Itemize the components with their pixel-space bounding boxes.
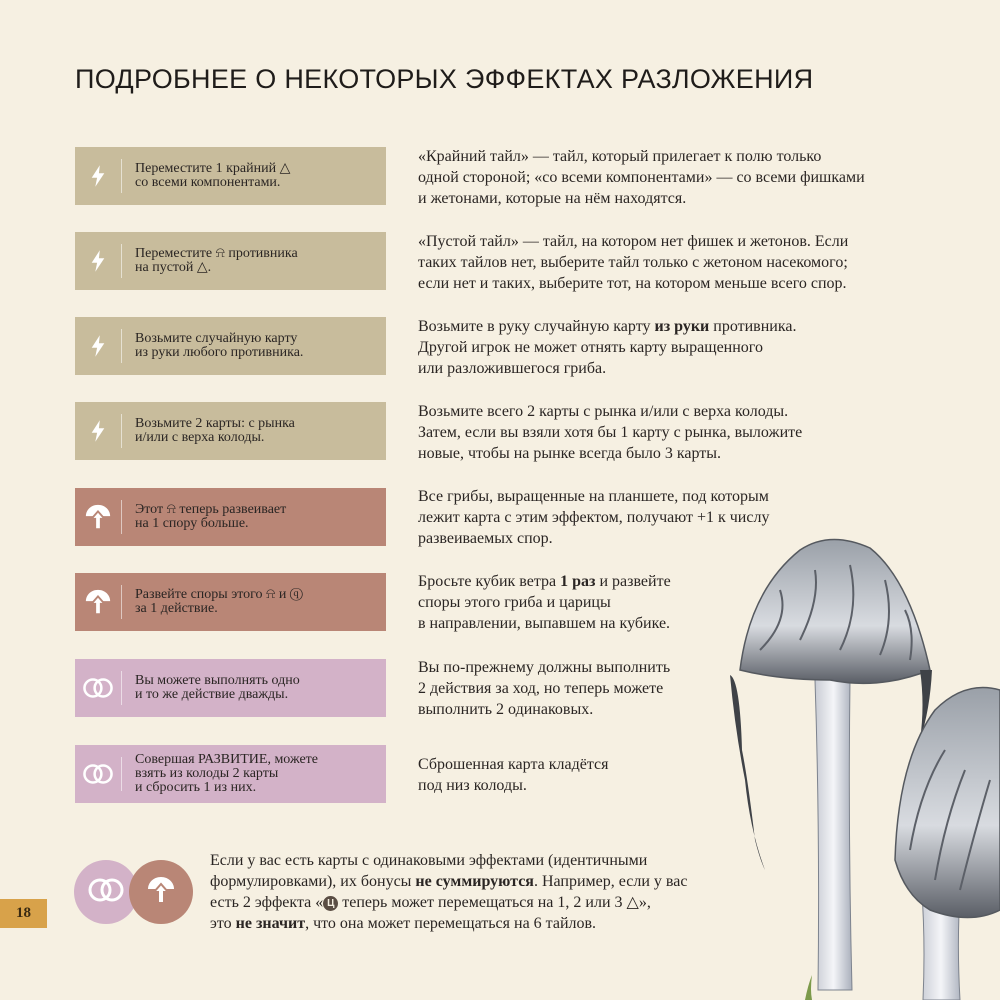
effect-card-text: Совершая РАЗВИТИЕ, можете взять из колоды 2 карты и сбросить 1 из них. <box>135 752 318 795</box>
effect-card-text: Переместите 1 крайний △ со всеми компонентами. <box>135 161 291 190</box>
effect-card-take-random-card <box>75 317 386 375</box>
effect-card-spread-spores <box>75 573 386 631</box>
lightning-icon <box>75 147 121 205</box>
queen-token-icon: Ц <box>323 896 338 911</box>
page-title: ПОДРОБНЕЕ О НЕКОТОРЫХ ЭФФЕКТАХ РАЗЛОЖЕНИЯ <box>75 64 814 94</box>
effect-card-move-opponent-mushroom <box>75 232 386 290</box>
effect-card-text: Возьмите случайную карту из руки любого противника. <box>135 331 304 360</box>
effect-card-move-edge-tile <box>75 147 386 205</box>
shaggy-mane-mushroom-illustration <box>720 530 1000 1000</box>
effect-description: Возьмите в руку случайную карту из руки противника. Другой игрок не может отнять карту выращенного или разложившегося гриба. <box>418 318 797 377</box>
effect-card-repeat-action <box>75 659 386 717</box>
effect-description: Все грибы, выращенные на планшете, под которым лежит карта с этим эффектом, получают +1 к числу развеиваемых спор. <box>418 488 770 547</box>
effect-card-develop-draw <box>75 745 386 803</box>
effect-description: Сброшенная карта кладётся под низ колоды. <box>418 756 609 794</box>
effect-card-extra-spore <box>75 488 386 546</box>
effect-card-text: Возьмите 2 карты: с рынка и/или с верха колоды. <box>135 416 295 445</box>
double-ring-icon <box>86 877 126 908</box>
lightning-icon <box>75 317 121 375</box>
effect-description: Возьмите всего 2 карты с рынка и/или с верха колоды. Затем, если вы взяли хотя бы 1 карту с рынка, выложите новые, чтобы на рынке всегда было 3 карты. <box>418 403 803 462</box>
effect-description: «Крайний тайл» — тайл, который прилегает к полю только одной стороной; «со всеми компонентами» — со всеми фишками и жетонами, которые на нём находятся. <box>418 148 865 207</box>
effect-description: Бросьте кубик ветра 1 раз и развейте споры этого гриба и царицы в направлении, выпавшем на кубике. <box>418 573 671 632</box>
stacking-note: Если у вас есть карты с одинаковыми эффектами (идентичными формулировками), их бонусы не суммируются. Например, если у вас есть 2 эффекта « Ц теперь может перемещаться на 1, 2 или 3 △», это не значит, что она может перемещаться на 6 тайлов. <box>210 852 688 932</box>
effect-card-text: Развейте споры этого ⍾ и ⓠ за 1 действие. <box>135 587 303 616</box>
double-ring-icon <box>75 745 121 803</box>
effect-description: Вы по-прежнему должны выполнить 2 действия за ход, но теперь можете выполнить 2 одинаковых. <box>418 659 671 718</box>
effect-card-take-two-cards <box>75 402 386 460</box>
mushroom-effect-circle <box>129 860 193 924</box>
effect-description: «Пустой тайл» — тайл, на котором нет фишек и жетонов. Если таких тайлов нет, выберите тайл только с жетоном насекомого; если нет и таких, выберите тот, на котором меньше всего спор. <box>418 233 849 292</box>
effect-card-text: Этот ⍾ теперь развеивает на 1 спору больше. <box>135 502 287 531</box>
lightning-icon <box>75 232 121 290</box>
mushroom-arrow-icon <box>75 488 121 546</box>
mushroom-arrow-icon <box>75 573 121 631</box>
mushroom-arrow-icon <box>146 875 176 910</box>
lightning-icon <box>75 402 121 460</box>
effect-card-text: Переместите ⍾ противника на пустой △. <box>135 246 298 275</box>
effect-card-text: Вы можете выполнять одно и то же действие дважды. <box>135 673 300 702</box>
page-number: 18 <box>0 899 47 928</box>
double-ring-icon <box>75 659 121 717</box>
